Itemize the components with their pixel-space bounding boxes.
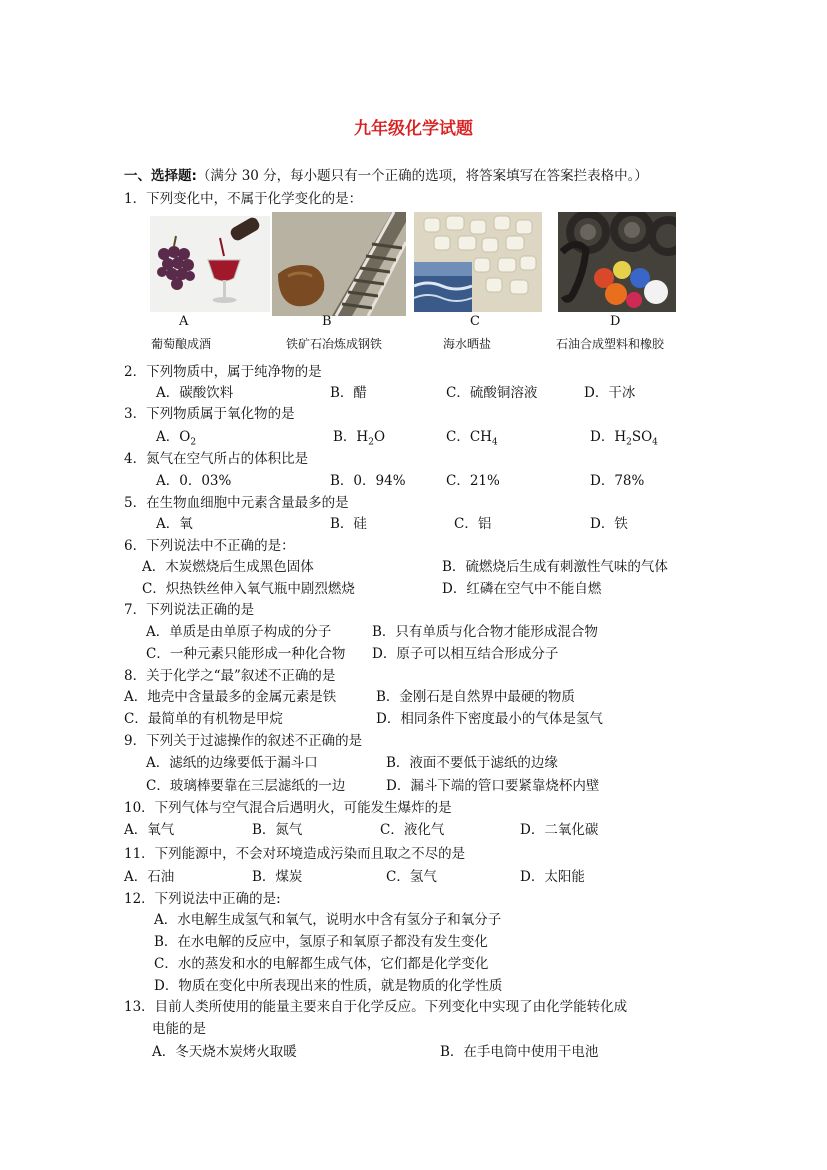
q7-option-b: B．只有单质与化合物才能形成混合物	[372, 624, 598, 640]
q7-option-a: A．单质是由单原子构成的分子	[146, 624, 332, 640]
q3-option-b: B．$H_2O$	[333, 429, 386, 448]
q11-option-d: D．太阳能	[520, 869, 585, 885]
q7-option-c: C．一种元素只能形成一种化合物	[146, 646, 346, 662]
page-title: 九年级化学试题	[354, 119, 473, 139]
q6-option-d: D．红磷在空气中不能自燃	[442, 581, 602, 597]
q10-option-c: C．液化气	[380, 822, 445, 838]
q4-stem: 4．氮气在空气所占的体积比是	[124, 451, 309, 467]
q1-stem: 1．下列变化中，不属于化学变化的是：	[124, 191, 363, 207]
q5-option-b: B．硅	[330, 516, 367, 532]
sea-salt-image	[414, 212, 542, 312]
q13-stem-continued: 电能的是	[152, 1021, 206, 1037]
q1-image-d-letter: D	[610, 314, 621, 329]
q4-option-d: D．78%	[590, 473, 645, 489]
q5-stem: 5．在生物血细胞中元素含量最多的是	[124, 495, 349, 511]
q10-option-b: B．氮气	[252, 822, 303, 838]
q4-option-a: A．0．03%	[156, 473, 232, 489]
q12-stem: 12．下列说法中正确的是:	[124, 891, 281, 907]
section-heading: 一、选择题:	[124, 168, 197, 184]
tires-plastic-rubber-image	[558, 212, 676, 312]
q12-option-d: D．物质在变化中所表现出来的性质，就是物质的化学性质	[154, 978, 503, 994]
q2-option-b: B．醋	[330, 385, 367, 401]
q5-option-d: D．铁	[590, 516, 628, 532]
q9-option-b: B．液面不要低于滤纸的边缘	[386, 755, 558, 771]
q13-option-b: B．在手电筒中使用干电池	[440, 1044, 599, 1060]
q13-option-a: A．冬天烧木炭烤火取暖	[152, 1044, 297, 1060]
q8-stem: 8．关于化学之“最”叙述不正确的是	[124, 668, 336, 684]
q4-option-c: C．21%	[446, 473, 500, 489]
q2-option-c: C．硫酸铜溶液	[446, 385, 538, 401]
q6-option-c: C．炽热铁丝伸入氧气瓶中剧烈燃烧	[142, 581, 355, 597]
q1-image-c-caption: 海水晒盐	[443, 337, 492, 351]
q1-image-c-letter: C	[470, 314, 480, 329]
railway-iron-ore-image	[272, 212, 406, 316]
q5-option-a: A．氧	[156, 516, 193, 532]
section-note: （满分 30 分，每小题只有一个正确的选项，将答案填写在答案拦表格中。）	[196, 168, 648, 184]
q3-option-c: C．$CH_4$	[446, 429, 498, 448]
q8-option-b: B．金刚石是自然界中最硬的物质	[376, 689, 575, 705]
q1-image-a-letter: A	[179, 314, 189, 329]
q11-option-a: A．石油	[124, 869, 175, 885]
q8-option-a: A．地壳中含量最多的金属元素是铁	[124, 689, 337, 705]
q1-image-d-caption: 石油合成塑料和橡胶	[556, 337, 665, 351]
q9-stem: 9．下列关于过滤操作的叙述不正确的是	[124, 733, 363, 749]
q12-option-b: B．在水电解的反应中，氢原子和氧原子都没有发生变化	[154, 934, 488, 950]
q10-stem: 10．下列气体与空气混合后遇明火，可能发生爆炸的是	[124, 800, 452, 816]
q4-option-b: B．0．94%	[330, 473, 406, 489]
q2-option-d: D．干冰	[584, 385, 636, 401]
q5-option-c: C．铝	[454, 516, 492, 532]
q7-option-d: D．原子可以相互结合形成分子	[372, 646, 559, 662]
grapes-wine-image	[150, 216, 270, 312]
q2-stem: 2．下列物质中，属于纯净物的是	[124, 364, 322, 380]
q11-option-c: C．氢气	[386, 869, 437, 885]
q8-option-d: D．相同条件下密度最小的气体是氢气	[376, 711, 603, 727]
section-header	[124, 166, 648, 186]
q12-option-a: A．水电解生成氢气和氧气，说明水中含有氢分子和氧分子	[154, 912, 502, 928]
q11-option-b: B．煤炭	[252, 869, 303, 885]
q3-stem: 3．下列物质属于氧化物的是	[124, 406, 295, 422]
q3-option-d: D．$H_2SO_4$	[590, 429, 658, 448]
q6-option-b: B．硫燃烧后生成有刺激性气味的气体	[442, 559, 668, 575]
q6-stem: 6．下列说法中不正确的是：	[124, 538, 295, 554]
q10-option-d: D．二氧化碳	[520, 822, 599, 838]
q8-option-c: C．最简单的有机物是甲烷	[124, 711, 283, 727]
q12-option-c: C．水的蒸发和水的电解都生成气体，它们都是化学变化	[154, 956, 489, 972]
q2-option-a: A．碳酸饮料	[156, 385, 234, 401]
q13-stem: 13．目前人类所使用的能量主要来自于化学反应。下列变化中实现了由化学能转化成	[124, 999, 628, 1015]
q9-option-a: A．滤纸的边缘要低于漏斗口	[146, 755, 318, 771]
q9-option-d: D．漏斗下端的管口要紧靠烧杯内壁	[386, 778, 600, 794]
q10-option-a: A．氧气	[124, 822, 175, 838]
q11-stem: 11．下列能源中，不会对环境造成污染而且取之不尽的是	[124, 846, 466, 862]
q7-stem: 7．下列说法正确的是	[124, 602, 255, 618]
q3-option-a: A．$O_2$	[156, 429, 197, 448]
q1-image-b-letter: B	[322, 314, 332, 329]
q6-option-a: A．木炭燃烧后生成黑色固体	[142, 559, 314, 575]
q9-option-c: C．玻璃棒要靠在三层滤纸的一边	[146, 778, 346, 794]
q1-image-a-caption: 葡萄酿成酒	[151, 337, 212, 351]
q1-image-b-caption: 铁矿石冶炼成钢铁	[286, 337, 383, 351]
